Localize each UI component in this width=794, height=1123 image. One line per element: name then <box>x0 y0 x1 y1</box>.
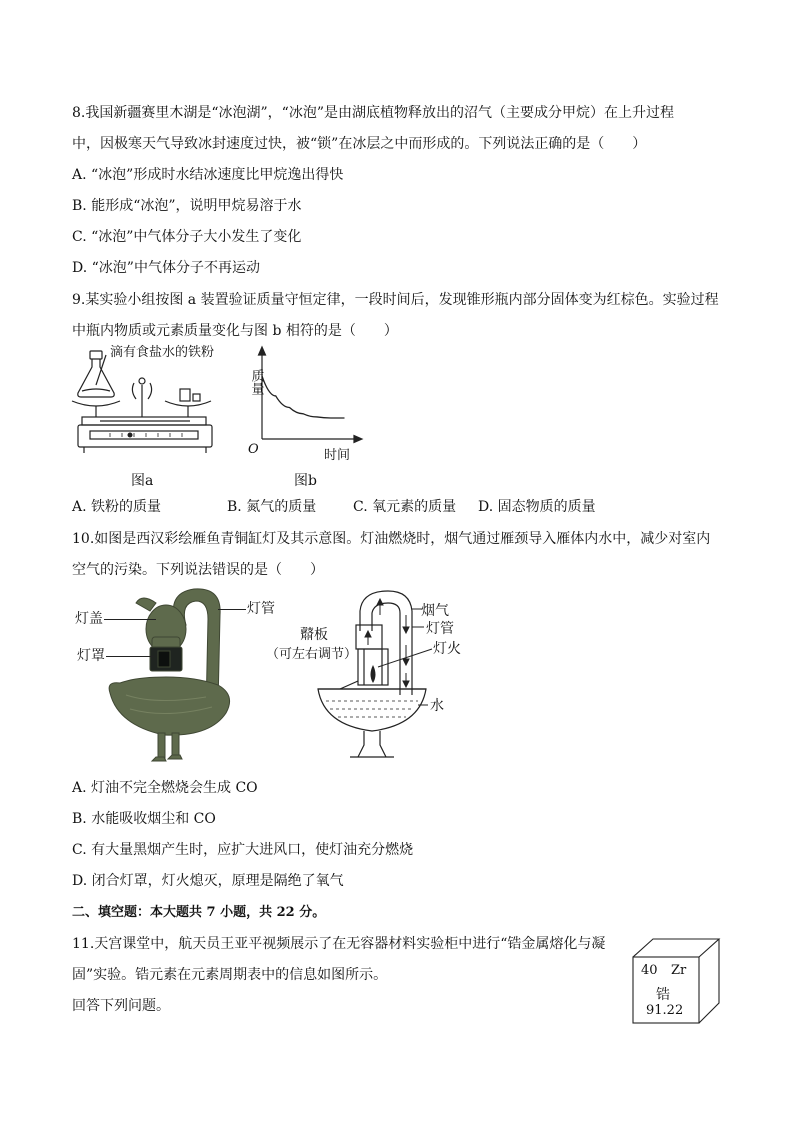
q8-option-c: C. “冰泡”中气体分子大小发生了变化 <box>72 229 302 245</box>
q10-option-b: B. 水能吸收烟尘和 CO <box>72 811 216 827</box>
figure-a <box>70 345 230 460</box>
label-lamp-shade: 灯罩 <box>77 648 105 664</box>
series-mass-curve <box>262 376 345 418</box>
fig-b-caption: 图b <box>294 473 317 489</box>
pointer-lamp-tube <box>218 609 246 610</box>
element-atomic-mass: 91.22 <box>646 1003 684 1018</box>
q10-option-d: D. 闭合灯罩，灯火熄灭，原理是隔绝了氧气 <box>72 873 344 889</box>
label-water: 水 <box>430 698 444 714</box>
q8-option-d: D. “冰泡”中气体分子不再运动 <box>72 260 260 276</box>
q9-line-2: 中瓶内物质或元素质量变化与图 b 相符的是（ ） <box>72 323 398 339</box>
fig-a-flask-label: 滴有食盐水的铁粉 <box>110 345 215 360</box>
x-axis-arrow <box>354 436 362 443</box>
origin-label: O <box>248 442 259 457</box>
element-symbol: Zr <box>671 963 687 978</box>
element-atomic-number: 40 <box>641 963 658 978</box>
q8-line-2: 中，因极寒天气导致冰封速度过快，被“锁”在冰层之中而形成的。下列说法正确的是（ ） <box>72 136 647 152</box>
label-lamp-lid: 灯盖 <box>75 611 103 627</box>
q10-option-a: A. 灯油不完全燃烧会生成 CO <box>72 780 258 796</box>
y-axis-arrow <box>259 347 266 355</box>
label-flame: 灯火 <box>433 641 461 657</box>
q10-option-c: C. 有大量黑烟产生时，应扩大进风口，使灯油充分燃烧 <box>72 842 414 858</box>
y-axis-label: 质量 <box>248 369 264 395</box>
q8-option-b: B. 能形成“冰泡”，说明甲烷易溶于水 <box>72 198 302 214</box>
mass-time-chart <box>238 343 368 465</box>
section-2-heading: 二、填空题：本大题共 7 小题，共 22 分。 <box>72 905 326 920</box>
q9-line-1: 9.某实验小组按图 a 装置验证质量守恒定律，一段时间后，发现锥形瓶内部分固体变为红棕色。实验过程 <box>72 292 719 308</box>
q9-option-d: D. 固态物质的质量 <box>478 499 596 515</box>
label-lamp-tube: 灯管 <box>247 601 275 617</box>
label-schematic-tube: 灯管 <box>426 621 454 637</box>
bronze-lamp-photo <box>106 585 246 770</box>
pointer-lamp-lid <box>104 619 156 620</box>
q10-line-1: 10.如图是西汉彩绘雁鱼青铜缸灯及其示意图。灯油燃烧时，烟气通过雁颈导入雁体内水中，减少对室内 <box>72 531 711 547</box>
q11-line-2: 固”实验。锆元素在元素周期表中的信息如图所示。 <box>72 967 388 983</box>
element-name: 锆 <box>656 987 670 1003</box>
q10-line-2: 空气的污染。下列说法错误的是（ ） <box>72 562 324 578</box>
x-axis-label: 时间 <box>324 448 351 463</box>
fig-a-caption: 图a <box>131 473 154 489</box>
label-smoke: 烟气 <box>421 603 449 619</box>
q9-option-b: B. 氮气的质量 <box>227 499 317 515</box>
balance-illustration <box>70 345 230 460</box>
q8-option-a: A. “冰泡”形成时水结冰速度比甲烷逸出得快 <box>72 167 344 183</box>
label-board: 鼘板 <box>300 627 328 643</box>
q11-line-3: 回答下列问题。 <box>72 998 170 1014</box>
q9-option-c: C. 氧元素的质量 <box>353 499 457 515</box>
pointer-lamp-shade <box>106 656 154 657</box>
q9-option-a: A. 铁粉的质量 <box>72 499 162 515</box>
q11-line-1: 11.天宫课堂中，航天员王亚平视频展示了在无容器材料实验柜中进行“锆金属熔化与凝 <box>72 936 606 952</box>
label-board-note: （可左右调节） <box>266 647 358 662</box>
q8-line-1: 8.我国新疆赛里木湖是“冰泡湖”，“冰泡”是由湖底植物释放出的沼气（主要成分甲烷）在上升过程 <box>72 105 674 121</box>
